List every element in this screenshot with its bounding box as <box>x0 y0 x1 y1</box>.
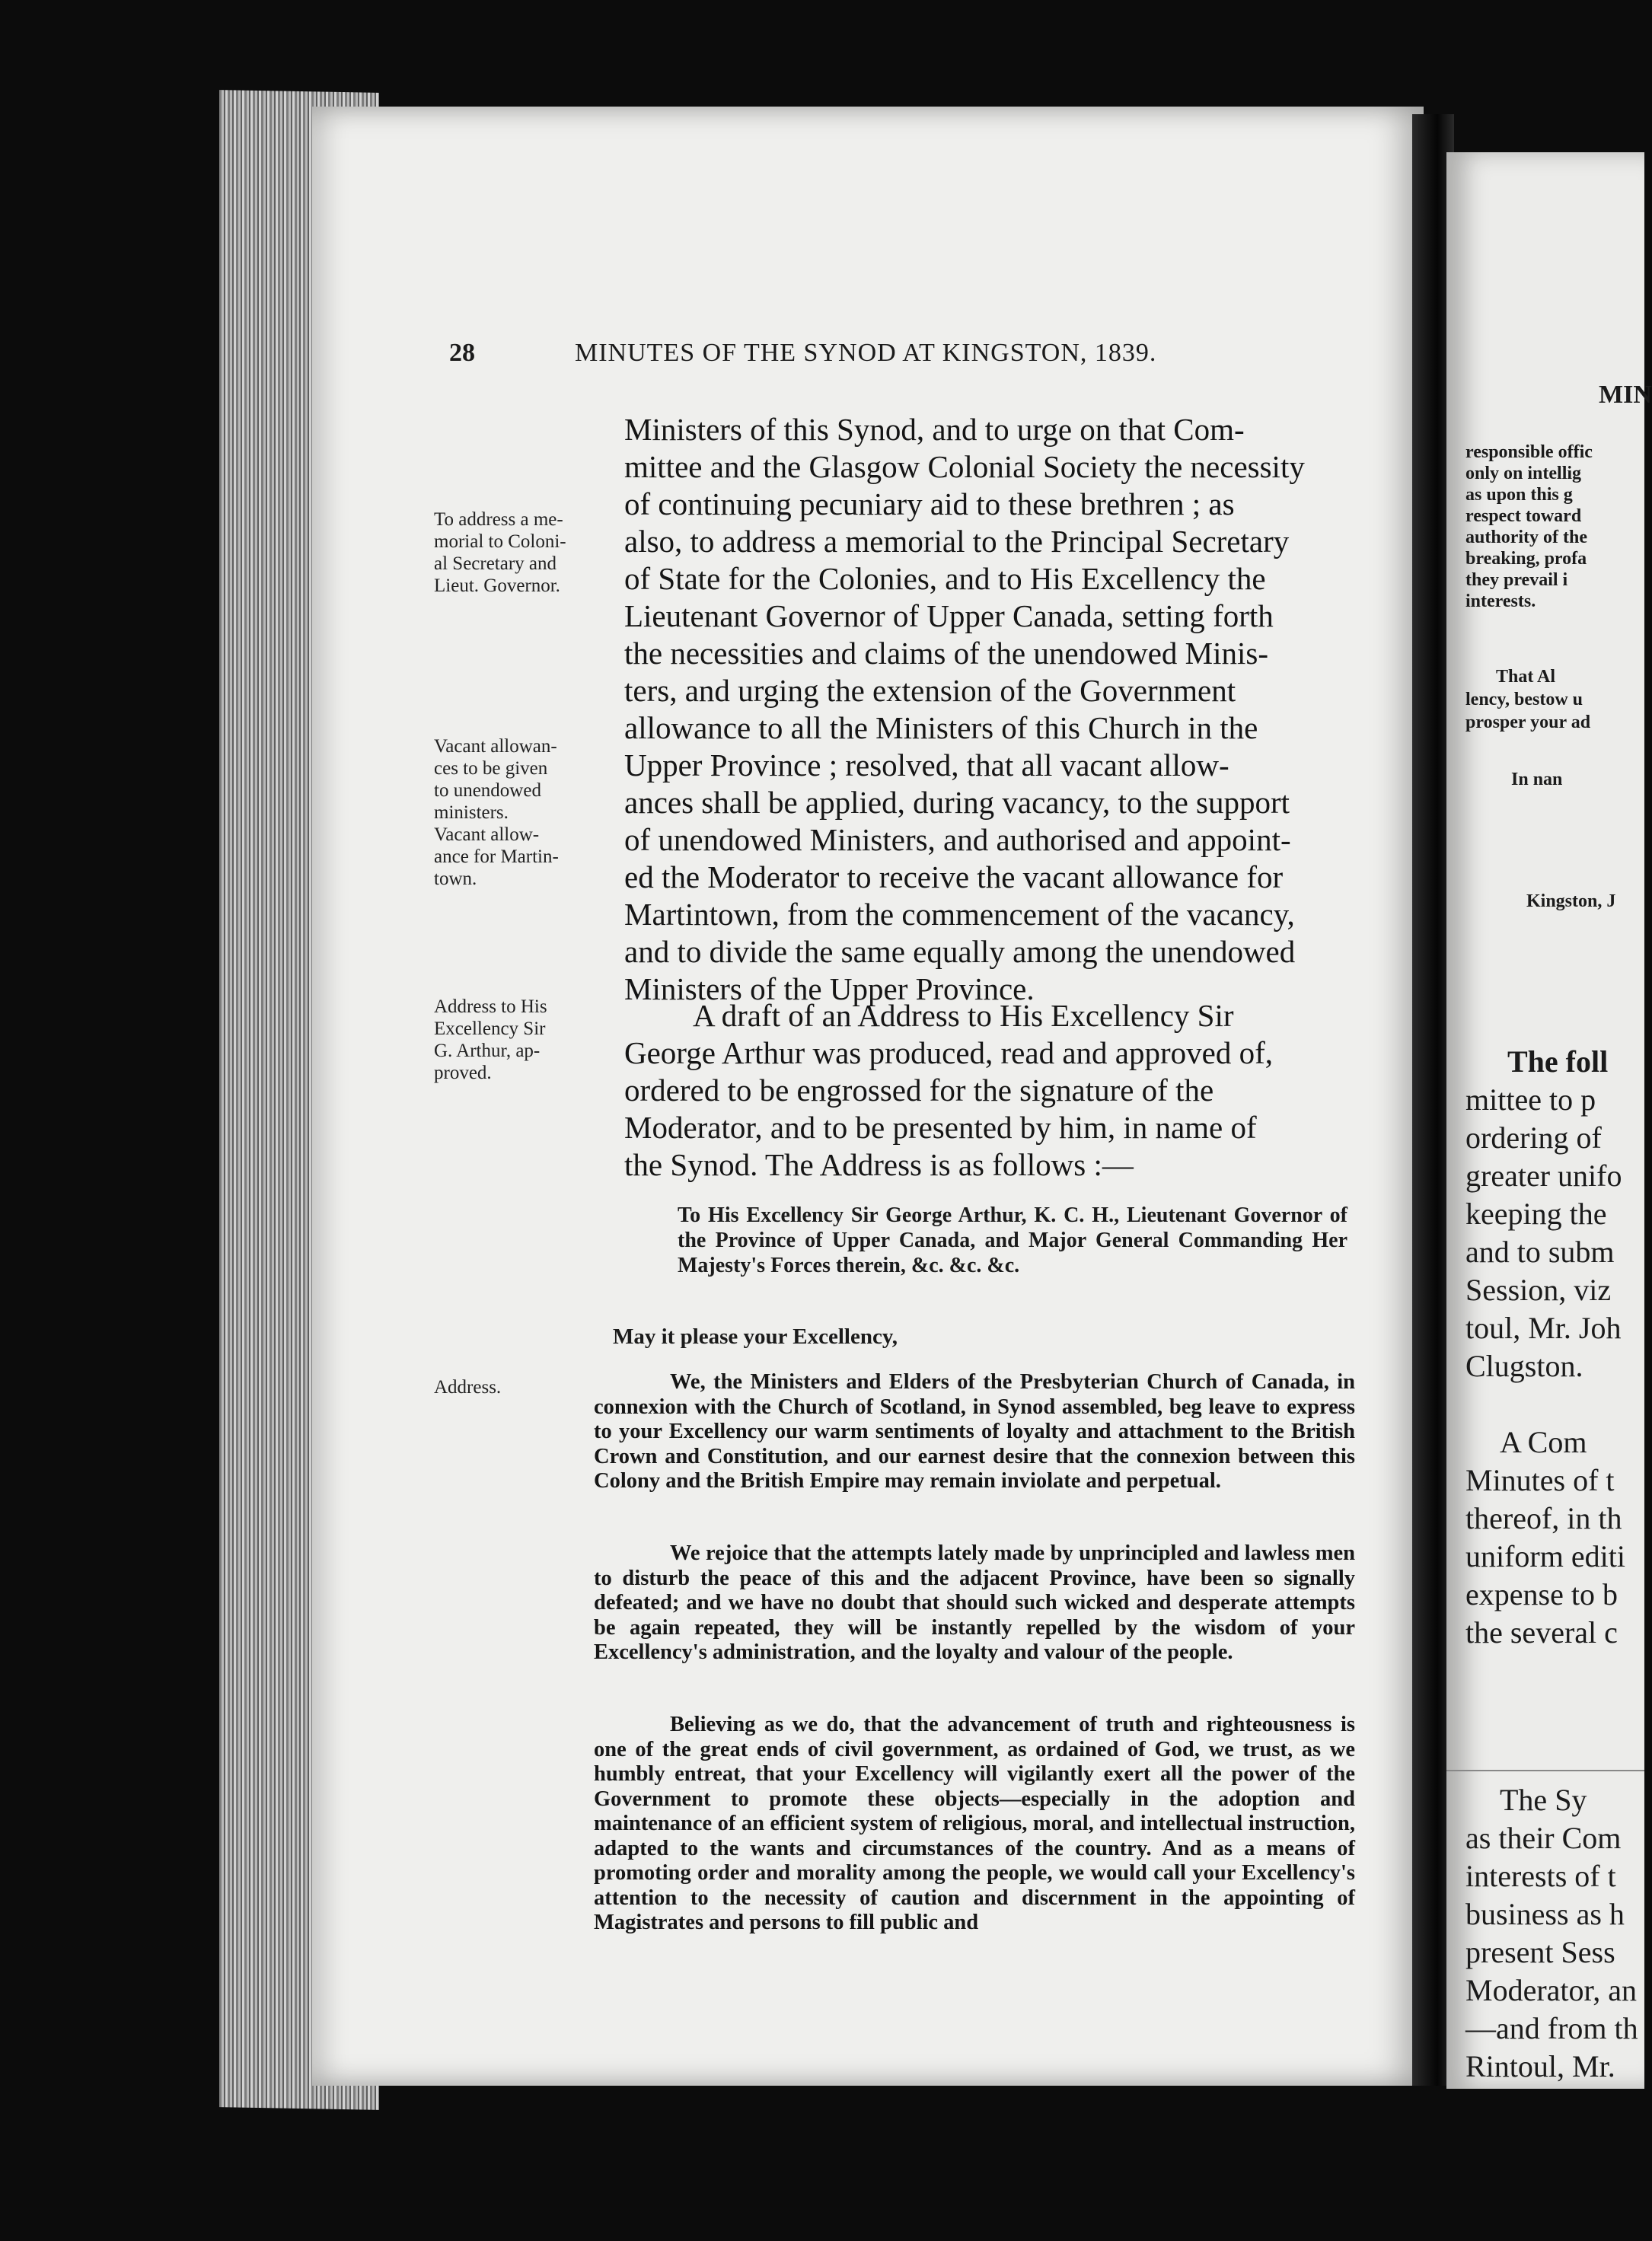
sidenote-line: Excellency Sir <box>434 1018 546 1039</box>
text-line: Upper Province ; resolved, that all vacant allow- <box>624 748 1229 783</box>
address-paragraph-loyalty: We, the Ministers and Elders of the Presbyterian Church of Canada, in connexion with the Church of Scotland, in Synod assembled, beg leave to express to your Excellency our warm sentiments of loyalty and attachment to the British Crown and Constitution, and our earnest desire that the connexion between this Colony and the British Empire may remain inviolate and perpetual. <box>594 1370 1355 1493</box>
sidenote-line: Lieut. Governor. <box>434 575 560 596</box>
right-text-line: the several c <box>1465 1615 1618 1650</box>
page-number: 28 <box>449 339 475 367</box>
sidenote-line: G. Arthur, ap- <box>434 1041 541 1061</box>
text-line: the necessities and claims of the unendowed Minis- <box>624 636 1268 671</box>
right-text-line: respect toward <box>1465 506 1582 526</box>
paragraph-memorial <box>624 411 1363 1008</box>
sidenote-line: Vacant allowan- <box>434 736 557 757</box>
right-text-line: The Sy <box>1500 1783 1587 1817</box>
right-text-line: Clugston. <box>1465 1349 1583 1383</box>
right-divider <box>1446 1770 1644 1771</box>
sidenote-line: ance for Martin- <box>434 846 559 867</box>
right-text-line: lency, bestow u <box>1465 690 1583 709</box>
text-line: ances shall be applied, during vacancy, to the support <box>624 785 1290 820</box>
address-salutation: May it please your Excellency, <box>613 1325 898 1349</box>
right-text-line: interests of t <box>1465 1859 1616 1893</box>
right-text-line: authority of the <box>1465 528 1587 547</box>
text-line: of State for the Colonies, and to His Excellency the <box>624 561 1266 596</box>
right-text-line: present Sess <box>1465 1935 1615 1969</box>
address-paragraph-believing: Believing as we do, that the advancement of truth and righteousness is one of the great ends of civil government, as ordained of God, we trust, as we humbly entreat, that your Excellency will vigilantly exert all the power of the Government to promote these objects—especially in the adoption and maintenance of an efficient system of religious, moral, and intellectual instruction, adapted to the wants and circumstances of the country. And as a means of promoting order and morality among the people, we would call your Excellency's attention to the necessity of caution and discernment in the appointing of Magistrates and persons to fill public and <box>594 1713 1355 1934</box>
text-line: Lieutenant Governor of Upper Canada, setting forth <box>624 598 1274 633</box>
right-text-line: they prevail i <box>1465 570 1568 590</box>
left-page-header <box>449 339 1271 384</box>
sidenote-line: Vacant allow- <box>434 824 540 845</box>
text-line: ordered to be engrossed for the signature of the <box>624 1073 1214 1108</box>
sidenote-line: to unendowed <box>434 780 541 801</box>
text-line: mittee and the Glasgow Colonial Society the necessity <box>624 449 1305 484</box>
sidenote-line: morial to Coloni- <box>434 531 566 552</box>
text-line: Moderator, and to be presented by him, in name of <box>624 1110 1257 1145</box>
text-line: the Synod. The Address is as follows :— <box>624 1147 1134 1182</box>
text-line: of continuing pecuniary aid to these brethren ; as <box>624 486 1235 521</box>
text-line: ters, and urging the extension of the Government <box>624 673 1236 708</box>
text-line: Ministers of this Synod, and to urge on that Com- <box>624 412 1245 447</box>
right-text-line: breaking, profa <box>1465 549 1587 569</box>
right-text-line: keeping the <box>1465 1197 1607 1231</box>
address-heading: To His Excellency Sir George Arthur, K. C. H., Lieutenant Governor of the Province of Upper Canada, and Major General Commanding Her Majesty's Forces therein, &c. &c. &c. <box>678 1203 1347 1277</box>
right-text-line: as upon this g <box>1465 485 1573 505</box>
text-line: and to divide the same equally among the unendowed <box>624 934 1296 969</box>
right-text-line: toul, Mr. Joh <box>1465 1311 1622 1345</box>
address-paragraph-rejoice: We rejoice that the attempts lately made by unprincipled and lawless men to disturb the peace of this and the adjacent Province, have been so signally defeated; and we have no doubt that should such wicked and desperate attempts be again repeated, they will be instantly repelled by the wisdom of your Excellency's administration, and the loyalty and valour of the people. <box>594 1541 1355 1664</box>
right-text-line: —and from th <box>1465 2011 1638 2045</box>
sidenote-vacant-allowances <box>434 735 624 890</box>
right-text-line: That Al <box>1496 667 1556 687</box>
text-line: Martintown, from the commencement of the vacancy, <box>624 897 1295 932</box>
right-text-line: business as h <box>1465 1897 1625 1931</box>
right-running-head: MIN <box>1599 381 1652 409</box>
right-text-line: ordering of <box>1465 1120 1602 1155</box>
sidenote-line: al Secretary and <box>434 553 557 574</box>
right-text-line: The foll <box>1507 1044 1609 1079</box>
right-text-line: Moderator, an <box>1465 1973 1637 2007</box>
text-line: George Arthur was produced, read and approved of, <box>624 1035 1273 1070</box>
right-text-line: In nan <box>1511 770 1563 789</box>
sidenote-line: To address a me- <box>434 509 563 530</box>
right-text-line: greater unifo <box>1465 1159 1622 1193</box>
right-text-line: expense to b <box>1465 1577 1618 1611</box>
sidenote-line: ces to be given <box>434 758 548 779</box>
right-text-line: A Com <box>1500 1425 1587 1459</box>
right-text-line: mittee to p <box>1465 1082 1596 1117</box>
right-text-line: responsible offic <box>1465 442 1593 462</box>
text-line: Ministers of the Upper Province. <box>624 971 1035 1006</box>
text-line: allowance to all the Ministers of this Church in the <box>624 710 1258 745</box>
text-line: of unendowed Ministers, and authorised and appoint- <box>624 822 1291 857</box>
sidenote-address-approved <box>434 996 624 1084</box>
sidenote-line: town. <box>434 869 477 889</box>
text-line: A draft of an Address to His Excellency Sir <box>693 998 1234 1033</box>
right-text-line: Minutes of t <box>1465 1463 1615 1497</box>
sidenote-memorial <box>434 508 624 597</box>
right-text-line: only on intellig <box>1465 464 1582 483</box>
sidenote-line: proved. <box>434 1063 492 1083</box>
sidenote-line: ministers. <box>434 802 509 823</box>
right-text-line: Rintoul, Mr. <box>1465 2049 1615 2083</box>
right-text-line: Session, viz <box>1465 1273 1612 1307</box>
right-text-line: interests. <box>1465 591 1536 611</box>
right-text-line: and to subm <box>1465 1235 1615 1269</box>
running-head: MINUTES OF THE SYNOD AT KINGSTON, 1839. <box>575 339 1157 367</box>
right-text-line: prosper your ad <box>1465 712 1591 732</box>
right-page <box>1446 152 1652 2089</box>
text-line: also, to address a memorial to the Principal Secretary <box>624 524 1290 559</box>
sidenote-line: Address to His <box>434 996 547 1017</box>
paragraph-address-draft <box>624 997 1363 1184</box>
right-text-line: uniform editi <box>1465 1539 1625 1573</box>
text-line: ed the Moderator to receive the vacant allowance for <box>624 859 1284 894</box>
sidenote-line: Address. <box>434 1377 502 1398</box>
right-text-line: Kingston, J <box>1526 891 1616 911</box>
right-text-line: thereof, in th <box>1465 1501 1622 1535</box>
right-text-line: as their Com <box>1465 1821 1622 1855</box>
